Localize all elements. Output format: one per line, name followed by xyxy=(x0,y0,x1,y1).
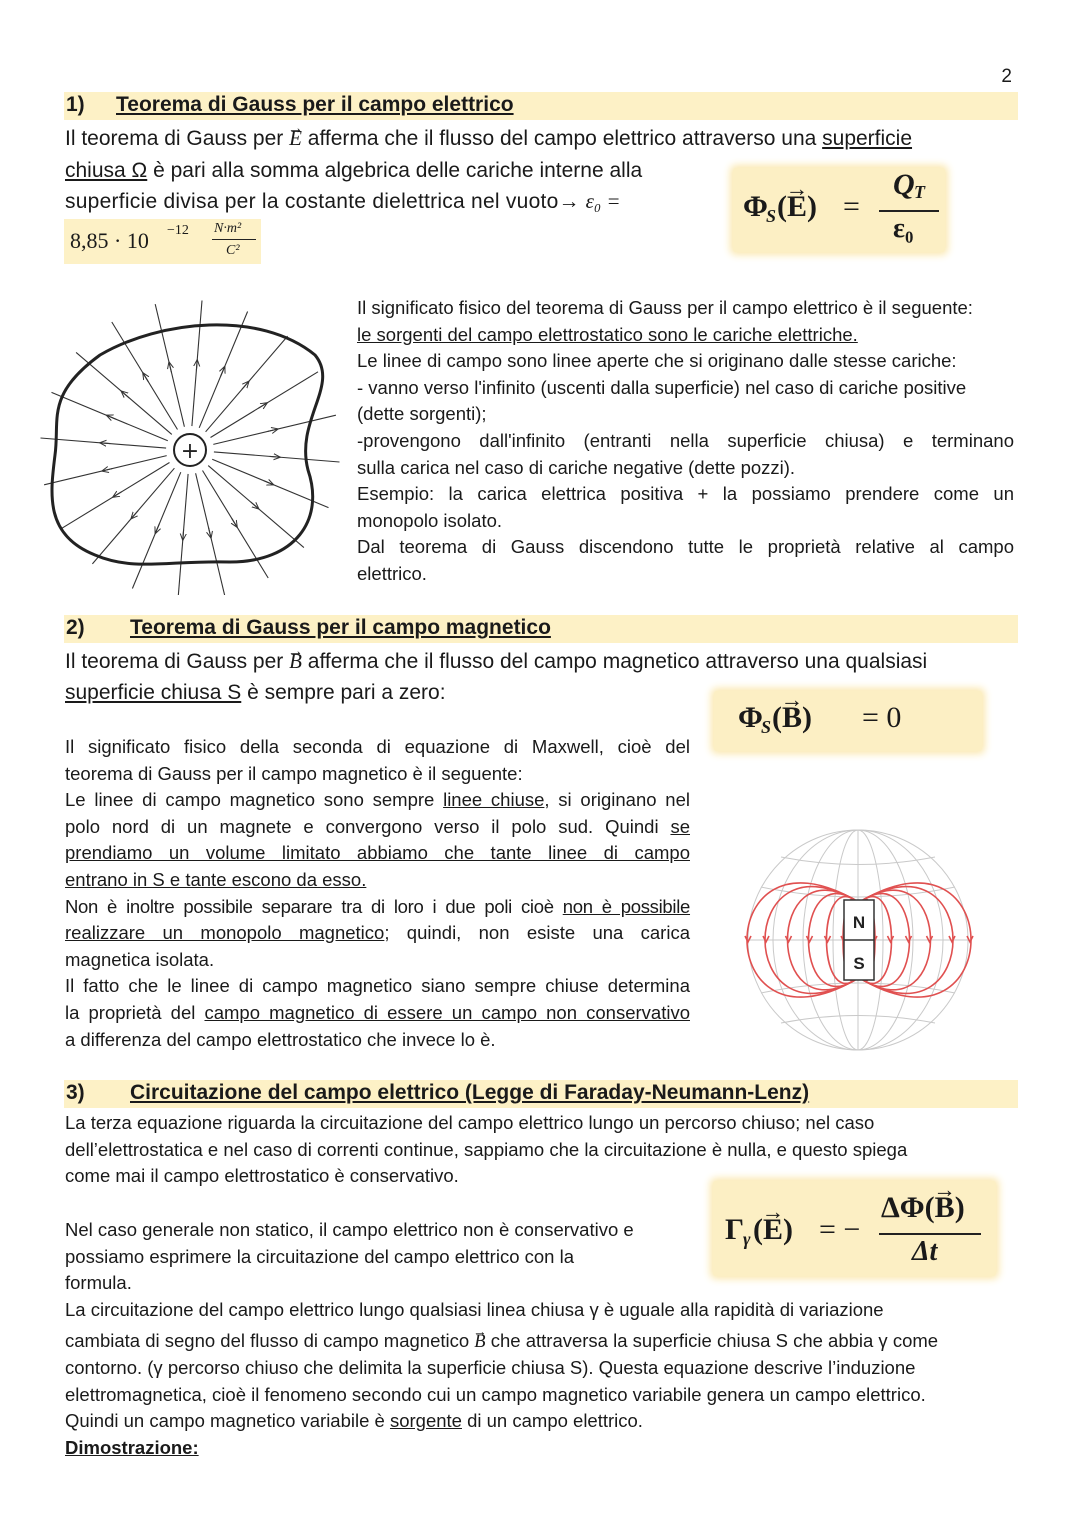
vector-e-symbol: → E xyxy=(289,123,302,154)
section-1-paragraph: Il significato fisico del teorema di Gauss per il campo elettrico è il seguente: le sorgenti del campo elettrostatico sono le cariche elettriche. Le linee di campo sono linee aperte che si originano dalle stesse cariche: - vanno verso l'infinito (uscenti dalla superficie) nel caso di cariche positive (dette sorgenti); -provengono dall'infinito (entranti nella superficie chiusa) e terminano sulla carica nel caso di cariche negative (dette pozzi). Esempio: la carica elettrica positiva + la possiamo prendere come un monopolo isolato. Dal teorema di Gauss discendono tutte le proprietà relative al campo elettrico. xyxy=(357,297,1014,584)
field-arrow-icon xyxy=(107,415,116,419)
field-arrow-icon xyxy=(103,469,113,471)
field-arrow-icon xyxy=(258,403,267,408)
field-arrow-icon xyxy=(113,492,122,497)
section-1-intro-line-3: superficie divisa per la costante dielettrica nel vuoto→ ε₀ = xyxy=(65,189,621,213)
magnet-north-label: N xyxy=(852,913,866,932)
epsilon-symbol: ε₀ = xyxy=(585,189,621,213)
gauss-magnetic-formula: Φ S (→ B) = 0 xyxy=(714,691,982,751)
field-arrow-icon xyxy=(264,481,273,485)
gauss-electric-formula: Φ S (→ E) = Q T ε₀ xyxy=(733,168,945,252)
gauss-surface-diagram xyxy=(40,300,340,595)
vector-b-symbol: → B xyxy=(289,646,302,677)
bar-magnet-field-diagram xyxy=(706,812,1011,1070)
svg-text:+: + xyxy=(180,439,200,464)
epsilon-value-box: 8,85 · 10 −12 N·m² C² xyxy=(64,219,261,264)
field-arrow-icon xyxy=(825,936,831,942)
field-arrow-icon xyxy=(232,518,237,527)
section-3-paragraph-3: La circuitazione del campo elettrico lungo qualsiasi linea chiusa γ è uguale alla rapidità di variazione cambiata di segno del flusso di campo magnetico → B che attraversa la superficie chiusa S che abbia γ come contorno. (γ percorso chiuso che delimita la superficie chiusa S). Questa equazione descrive l’induzione elettromagnetica, cioè il fenomeno secondo cui un campo magnetico variabile genera un campo elettrico. Quindi un campo magnetico variabile è sorgente di un campo elettrico. Dimostrazione: xyxy=(65,1297,1015,1462)
field-arrow-icon xyxy=(763,936,769,942)
field-arrow-icon xyxy=(268,429,278,431)
section-3-number: 3) xyxy=(66,1081,85,1104)
section-2-number: 2) xyxy=(66,616,85,639)
section-1-intro-line-2: chiusa Ω è pari alla somma algebrica delle cariche interne alla xyxy=(65,159,643,182)
section-3-paragraph-1: La terza equazione riguarda la circuitazione del campo elettrico lungo un percorso chiuso; nel caso dell’elettrostatica e nel caso di correnti continue, sappiamo che la circuitazione è nulla, e questo spiega come mai il campo elettrostatico è conservativo. xyxy=(65,1112,908,1187)
field-arrow-icon xyxy=(927,936,933,942)
field-arrow-icon xyxy=(949,936,955,942)
field-arrow-icon xyxy=(155,524,159,533)
section-3-heading xyxy=(64,1080,1018,1108)
dimostrazione-label: Dimostrazione: xyxy=(65,1436,199,1458)
section-3-title: Circuitazione del campo elettrico (Legge di Faraday-Neumann-Lenz) xyxy=(130,1081,810,1104)
section-1-title: Teorema di Gauss per il campo elettrico xyxy=(116,93,514,116)
vector-b-symbol-2: → B xyxy=(474,1329,485,1356)
field-arrow-icon xyxy=(169,363,171,373)
section-2-title: Teorema di Gauss per il campo magnetico xyxy=(130,616,551,639)
field-arrow-icon xyxy=(143,373,148,382)
field-arrow-icon xyxy=(888,936,894,942)
field-arrow-icon xyxy=(209,528,211,538)
field-arrow-icon xyxy=(807,936,813,942)
page-number: 2 xyxy=(1001,66,1012,87)
section-2-intro-line-2: superficie chiusa S è sempre pari a zero: xyxy=(65,681,446,704)
field-arrow-icon xyxy=(131,511,138,519)
section-2-paragraph: Il significato fisico della seconda di equazione di Maxwell, cioè del teorema di Gauss per il campo magnetico è il seguente: Le linee di campo magnetico sono sempre linee chiuse, si originano nel polo nord di un magnete e convergono verso il polo sud. Quindi se prendiamo un volume limitato abbiamo che tante linee di campo entrano in S e tante escono da esso. Non è inoltre possibile separare tra di loro i due poli cioè non è possibile realizzare un monopolo magnetico; quindi, non esiste una carica magnetica isolata. Il fatto che le linee di campo magnetico siano sempre chiuse determina la proprietà del campo magnetico di essere un campo non conservativo a differenza del campo elettrostatico che invece lo è. xyxy=(65,736,691,1050)
faraday-formula: Γ γ (→ E) = − ΔΦ(→ B) Δt xyxy=(713,1181,996,1276)
section-1-intro-line-1: Il teorema di Gauss per → E afferma che il flusso del campo elettrico attraverso una superficie xyxy=(65,123,912,154)
section-2-heading xyxy=(64,615,1018,643)
section-1-number: 1) xyxy=(66,93,85,116)
section-2-intro-line-1: Il teorema di Gauss per → B afferma che il flusso del campo magnetico attraverso una qualsiasi xyxy=(65,646,927,677)
section-1-heading xyxy=(64,92,1018,120)
field-arrow-icon xyxy=(242,382,249,390)
field-arrow-icon xyxy=(251,502,259,509)
field-arrow-icon xyxy=(122,391,130,398)
field-arrow-icon xyxy=(221,367,225,376)
field-arrow-icon xyxy=(786,936,792,942)
field-arrow-icon xyxy=(906,936,912,942)
section-3-paragraph-2: Nel caso generale non statico, il campo elettrico non è conservativo e possiamo esprimere la circuitazione del campo elettrico con la formula. xyxy=(65,1219,634,1294)
magnet-south-label: S xyxy=(853,954,865,973)
